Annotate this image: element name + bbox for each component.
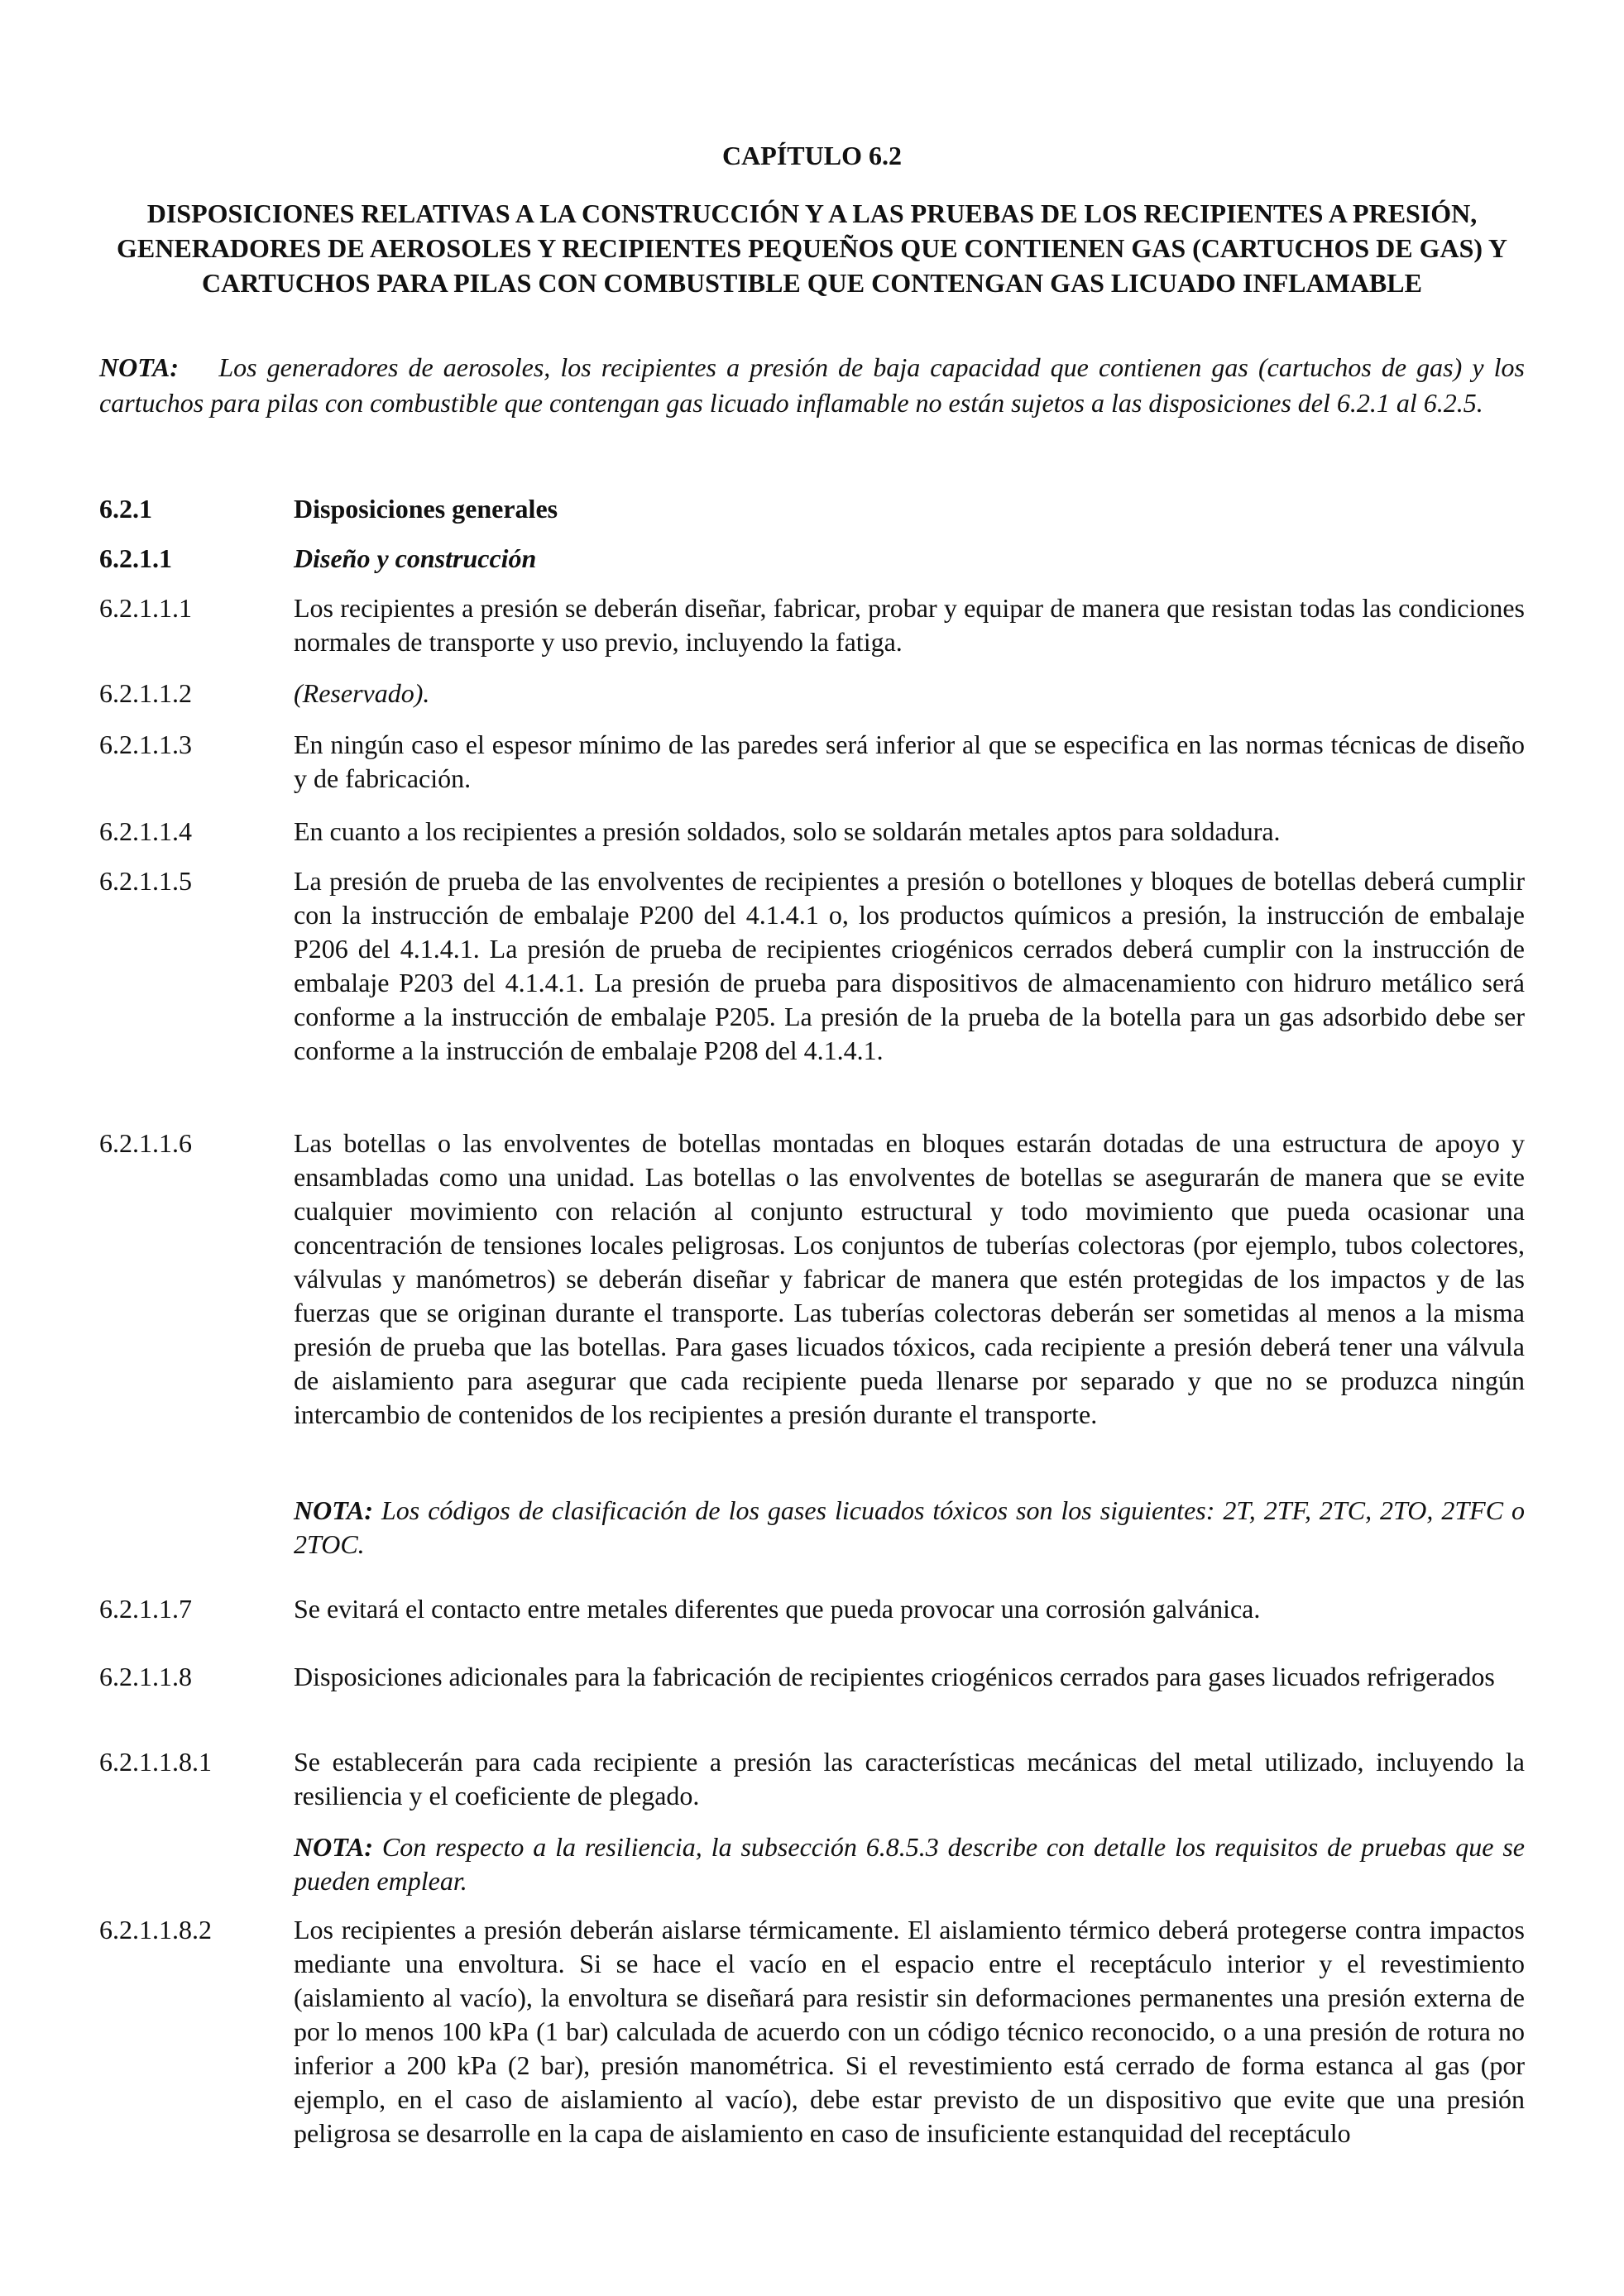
note-toxic-gas-codes [294,1494,1525,1562]
intro-note-text: Los generadores de aerosoles, los recipientes a presión de baja capacidad que contienen gas (cartuchos de gas) y los cartuchos para pilas con combustible que contengan gas licuado inflamable no están sujetos a las disposiciones del 6.2.1 al 6.2.5. [99,352,1526,418]
note-text: Con respecto a la resiliencia, la subsección 6.8.5.3 describe con detalle los requisitos de pruebas que se pueden emplear. [294,1832,1526,1896]
paragraph-number: 6.2.1.1.3 [99,729,192,759]
paragraph-text: En cuanto a los recipientes a presión soldados, solo se soldarán metales aptos para soldadura. [294,816,1281,846]
section-heading: Diseño y construcción [294,543,537,573]
paragraph-text: Las botellas o las envolventes de botellas montadas en bloques estarán dotadas de una estructura de apoyo y ensambladas como una unidad. Las botellas o las envolventes de botellas se asegurarán de manera que se evite cualquier movimiento con relación al conjunto estructural y todo movimiento que pueda ocasionar una concentración de tensiones locales peligrosas. Los conjuntos de tuberías colectoras (por ejemplo, tubos colectores, válvulas y manómetros) se deberán diseñar y fabricar de manera que estén protegidas de los impactos y de las fuerzas que se originan durante el transporte. Las tuberías colectoras deberán ser sometidas al menos a la misma presión de prueba que las botellas. Para gases licuados tóxicos, cada recipiente a presión deberá tener una válvula de aislamiento para asegurar que cada recipiente pueda llenarse por separado y que no se produzca ningún intercambio de contenidos de los recipientes a presión durante el transporte. [294,1128,1525,1429]
paragraph-text: Se establecerán para cada recipiente a presión las características mecánicas del metal utilizado, incluyendo la resiliencia y el coeficiente de plegado. [294,1747,1525,1810]
paragraph-number: 6.2.1.1.6 [99,1128,192,1158]
paragraph-text: Los recipientes a presión se deberán diseñar, fabricar, probar y equipar de manera que resistan todas las condiciones normales de transporte y uso previo, incluyendo la fatiga. [294,593,1525,657]
paragraph-number: 6.2.1.1.5 [99,866,192,896]
paragraph-text: Los recipientes a presión deberán aislarse térmicamente. El aislamiento térmico deberá protegerse contra impactos mediante una envoltura. Si se hace el vacío en el espacio entre el receptáculo interior y el revestimiento (aislamiento al vacío), la envoltura se diseñará para resistir sin deformaciones permanentes una presión externa de por lo menos 100 kPa (1 bar) calculada de acuerdo con un código técnico reconocido, o a una presión de rotura no inferior a 200 kPa (2 bar), presión manométrica. Si el revestimiento está cerrado de forma estanca al gas (por ejemplo, en el caso de aislamiento al vacío), debe estar previsto de un dispositivo que evite que una presión peligrosa se desarrolle en la capa de aislamiento en caso de insuficiente estanquidad del receptáculo [294,1915,1525,2148]
paragraph-text: En ningún caso el espesor mínimo de las paredes será inferior al que se especifica en las normas técnicas de diseño y de fabricación. [294,729,1525,793]
paragraph-text: Disposiciones adicionales para la fabricación de recipientes criogénicos cerrados para gases licuados refrigerados [294,1662,1495,1691]
paragraph-number: 6.2.1.1.1 [99,593,192,623]
paragraph-number: 6.2.1.1.8 [99,1662,192,1691]
section-number: 6.2.1 [99,494,152,524]
chapter-heading: CAPÍTULO 6.2 [722,141,902,170]
paragraph-number: 6.2.1.1.8.2 [99,1915,212,1944]
paragraph-text: Se evitará el contacto entre metales diferentes que pueda provocar una corrosión galvánica. [294,1594,1261,1624]
paragraph-number: 6.2.1.1.7 [99,1594,192,1624]
paragraph-number: 6.2.1.1.4 [99,816,192,846]
section-heading: Disposiciones generales [294,494,558,524]
note-resilience [294,1830,1525,1898]
note-label: NOTA: [294,1832,373,1862]
section-number: 6.2.1.1 [99,543,172,573]
chapter-title: DISPOSICIONES RELATIVAS A LA CONSTRUCCIÓN Y A LAS PRUEBAS DE LOS RECIPIENTES A PRESIÓN, GENERADORES DE AEROSOLES Y RECIPIENTES PEQUEÑOS QUE CONTIENEN GAS (CARTUCHOS DE GAS) Y CARTUCHOS PARA PILAS CON COMBUSTIBLE QUE CONTENGAN GAS LICUADO INFLAMABLE [117,199,1507,298]
paragraph-text: (Reservado). [294,678,430,708]
paragraph-number: 6.2.1.1.8.1 [99,1747,212,1777]
note-text: Los códigos de clasificación de los gases licuados tóxicos son los siguientes: 2T, 2TF, 2TC, 2TO, 2TFC o 2TOC. [294,1495,1526,1559]
intro-note [99,350,1525,421]
paragraph-text: La presión de prueba de las envolventes de recipientes a presión o botellones y bloques de botellas deberá cumplir con la instrucción de embalaje P200 del 4.1.4.1 o, los productos químicos a presión, la instrucción de embalaje P206 del 4.1.4.1. La presión de prueba de recipientes criogénicos cerrados deberá cumplir con la instrucción de embalaje P203 del 4.1.4.1. La presión de prueba para dispositivos de almacenamiento con hidruro metálico será conforme a la instrucción de embalaje P205. La presión de la prueba de la botella para un gas adsorbido debe ser conforme a la instrucción de embalaje P208 del 4.1.4.1. [294,866,1525,1065]
intro-note-label: NOTA: [99,352,179,382]
note-label: NOTA: [294,1495,373,1525]
paragraph-number: 6.2.1.1.2 [99,678,192,708]
